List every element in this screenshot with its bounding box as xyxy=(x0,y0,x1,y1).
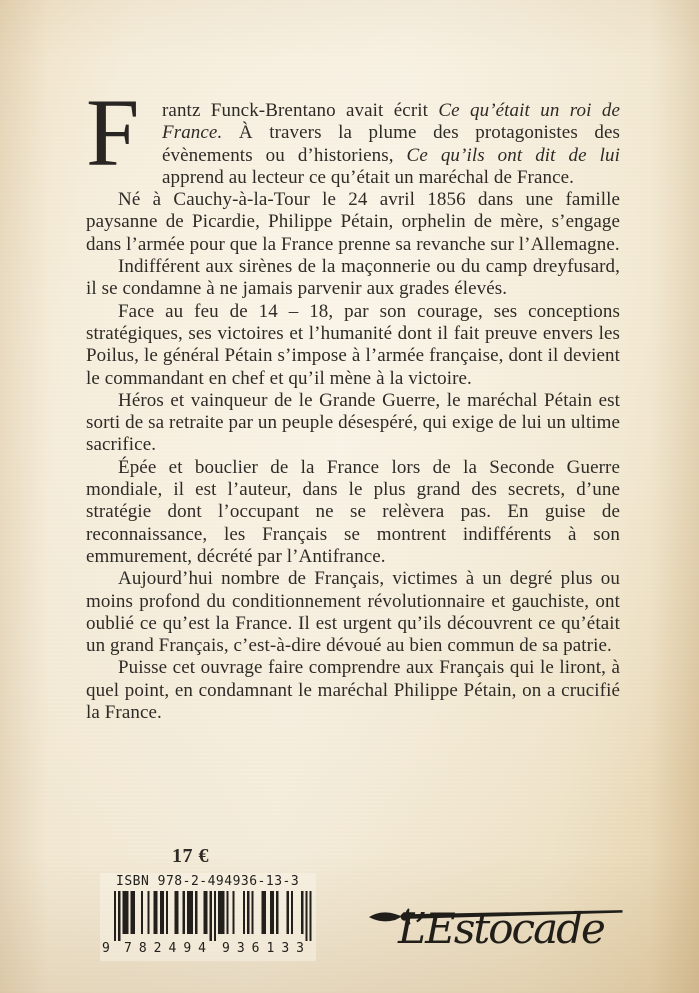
drop-cap: F xyxy=(86,79,140,186)
blurb-paragraph xyxy=(86,79,620,189)
publisher-name: L’Estocade xyxy=(398,904,604,953)
blurb-text: Né à Cauchy-à-la-Tour le 24 avril 1856 dans une famille paysanne de Picardie, Philippe Pétain, orphelin de mère, s’engage dans l’armée pour que la France prenne sa revanche sur l’Allemagne. xyxy=(86,189,620,255)
blurb-text: rantz Funck-Brentano avait écrit xyxy=(162,100,439,121)
blurb-text: Héros et vainqueur de le Grande Guerre, le maréchal Pétain est sorti de sa retraite par un peuple désespéré, qui exige de lui un ultime sacrifice. xyxy=(86,389,620,456)
blurb-italic-title: Ce qu’ils ont dit de lui xyxy=(406,144,620,166)
blurb-text: À travers la plume des protagonistes des évènements ou d’historiens, xyxy=(162,122,620,166)
barcode-block xyxy=(100,873,316,961)
blurb-paragraph xyxy=(86,657,620,724)
blurb-paragraph xyxy=(86,568,620,657)
blurb-paragraph xyxy=(86,301,620,390)
ean13-barcode xyxy=(100,890,316,956)
isbn-label: ISBN 978-2-494936-13-3 xyxy=(116,874,300,889)
blurb-text: Aujourd’hui nombre de Français, victimes à un degré plus ou moins profond du conditionnement révolutionnaire et gauchiste, ont oublié ce qu’est la France. Il est urgent qu’ils découvrent ce qu’était un grand Français, c’est-à-dire dévoué au bien commun de sa patrie. xyxy=(86,568,620,657)
blurb-paragraph xyxy=(86,390,620,457)
blurb xyxy=(86,79,620,724)
blurb-paragraph xyxy=(86,457,620,568)
blurb-paragraph xyxy=(86,189,620,256)
barcode-digit-left: 782494 xyxy=(124,941,206,956)
blurb-text: Épée et bouclier de la France lors de la Seconde Guerre mondiale, il est l’auteur, dans le plus grand des secrets, d’une stratégie dont l’occupant ne se relèvera pas. En guise de reconnaissance, les Français se montrent indifférents à son emmurement, décrété par l’Antifrance. xyxy=(86,456,620,567)
blurb-italic-title: Ce qu’était un roi de France. xyxy=(162,100,620,144)
blurb-text: Face au feu de 14 – 18, par son courage, ses conceptions stratégiques, ses victoires et l’humanité dont il fait preuve envers les Poilus, le général Pétain s’impose à l’armée française, dont il devient le commandant en chef et qu’il mène à la victoire. xyxy=(86,300,620,389)
blurb-text: apprend au lecteur ce qu’était un maréchal de France. xyxy=(162,166,574,188)
publisher-logo xyxy=(368,886,626,958)
blurb-text: Puisse cet ouvrage faire comprendre aux Français qui le liront, à quel point, en condamnant le maréchal Philippe Pétain, on a crucifié la France. xyxy=(86,657,620,724)
blurb-paragraph xyxy=(86,256,620,301)
barcode-digit-first: 9 xyxy=(102,941,110,956)
barcode-digit-right: 936133 xyxy=(222,941,304,956)
price-label: 17 € xyxy=(172,845,209,867)
blurb-text: Indifférent aux sirènes de la maçonnerie ou du camp dreyfusard, il se condamne à ne jamais parvenir aux grades élevés. xyxy=(86,256,620,300)
